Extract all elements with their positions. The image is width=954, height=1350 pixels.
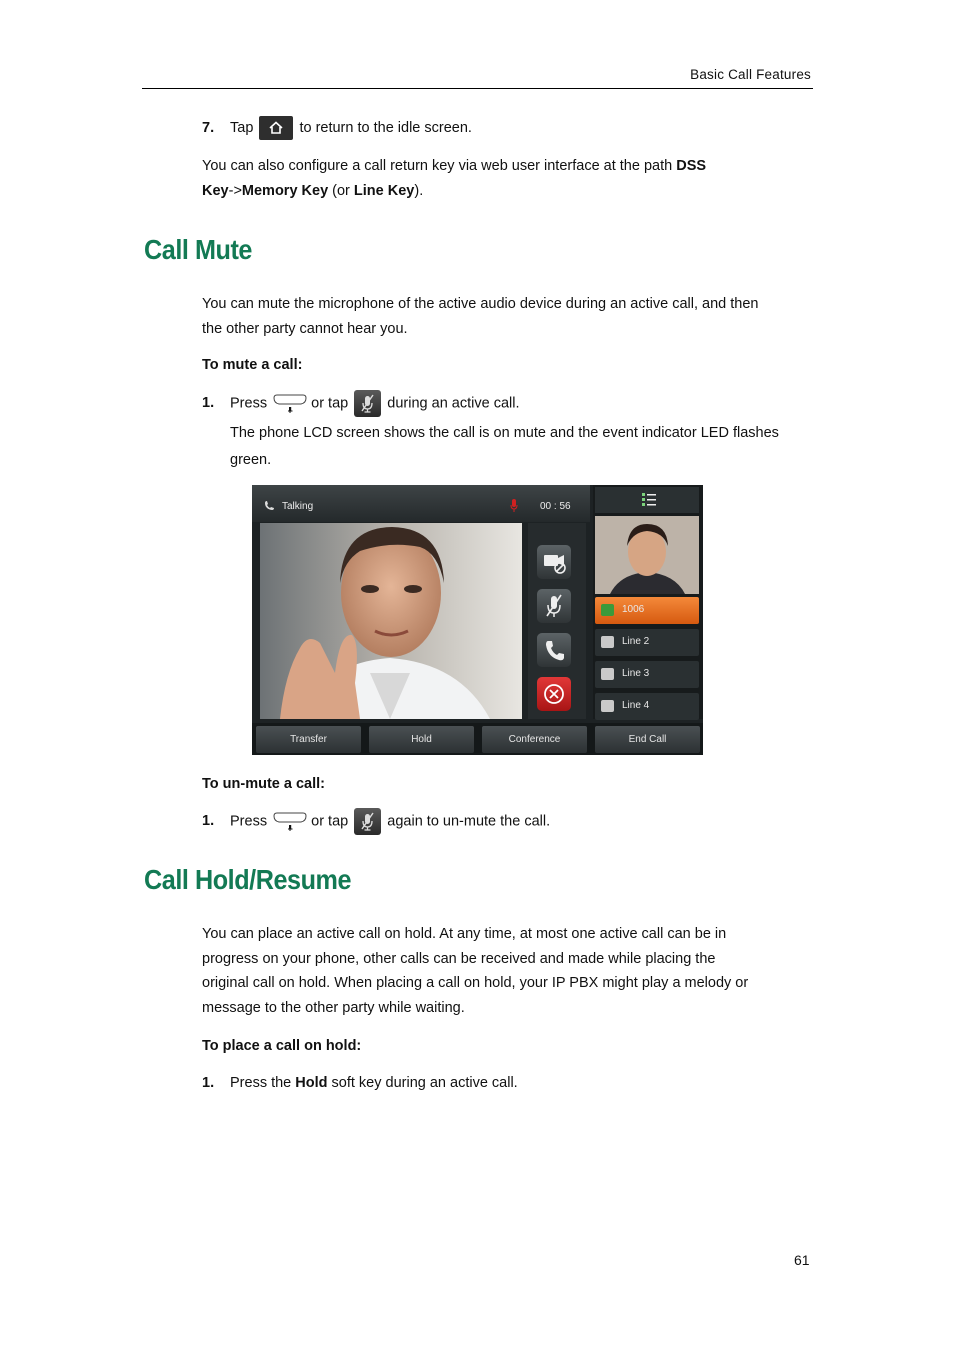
call-timer: 00 : 56: [540, 501, 571, 512]
step-7: [202, 116, 472, 141]
page-number: 61: [794, 1252, 810, 1268]
line-panel: [593, 485, 703, 719]
status-bar: [252, 485, 590, 522]
call-mute-intro: You can mute the microphone of the active audio device during an active call, and then the other party cannot hear you.: [202, 296, 759, 337]
softkey-end-call[interactable]: End Call: [595, 726, 700, 753]
video-feed: [260, 523, 522, 719]
header-rule: [142, 88, 813, 89]
step-number: 7.: [202, 120, 215, 136]
line-registered-icon: [601, 636, 614, 648]
home-key-icon: [259, 116, 293, 140]
mute-step-1: 1. Press or tap during an active call.: [202, 390, 519, 417]
mute-hard-key-icon: [273, 810, 305, 834]
mute-note: The phone LCD screen shows the call is on mute and the event indicator LED flashes green.: [230, 425, 779, 468]
line-key-3[interactable]: Line 3: [595, 661, 699, 688]
phone-screen-image: [252, 485, 703, 755]
mute-touch-key-icon: [354, 390, 381, 417]
handset-icon: [537, 633, 571, 667]
softkey-hold[interactable]: Hold: [369, 726, 474, 753]
video-off-icon: [537, 545, 571, 579]
softkey-conference[interactable]: Conference: [482, 726, 587, 753]
call-hold-intro: You can place an active call on hold. At any time, at most one active call can be in progress on your phone, other calls can be received and made while placing the original call on hold. When placing a call on hold, your IP PBX might play a melody or message to the other party while waiting.: [202, 926, 749, 1016]
line-active-icon: [601, 604, 614, 616]
section-title-call-hold: Call Hold/Resume: [144, 864, 352, 895]
line-key-4[interactable]: Line 4: [595, 693, 699, 720]
step-text-rest: to return to the idle screen.: [299, 120, 472, 136]
video-off-button[interactable]: [537, 545, 571, 579]
mute-indicator-icon: [510, 499, 518, 513]
mute-heading: To mute a call:: [202, 357, 303, 373]
call-controls: [528, 523, 586, 719]
end-call-icon: [537, 677, 571, 711]
call-status: Talking: [282, 501, 314, 512]
menu-button[interactable]: [595, 487, 699, 513]
line-key-1006[interactable]: 1006: [595, 597, 699, 624]
mute-touch-key-icon: [354, 808, 381, 835]
unmute-step-1: 1. Press or tap again to un-mute the call.: [202, 808, 550, 835]
softkey-transfer[interactable]: Transfer: [256, 726, 361, 753]
unmute-heading: To un-mute a call:: [202, 776, 325, 792]
mute-hard-key-icon: [273, 392, 305, 416]
hold-step-1: 1. Press the Hold soft key during an active call.: [202, 1075, 518, 1091]
mute-button[interactable]: [537, 589, 571, 623]
mic-mute-icon: [537, 589, 571, 623]
contact-photo: [595, 516, 699, 594]
menu-list-icon: [595, 487, 699, 513]
hold-heading: To place a call on hold:: [202, 1038, 362, 1054]
line-registered-icon: [601, 700, 614, 712]
softkey-bar: [252, 723, 703, 755]
running-header: Basic Call Features: [690, 67, 811, 82]
end-call-button[interactable]: [537, 677, 571, 711]
handset-button[interactable]: [537, 633, 571, 667]
line-key-2[interactable]: Line 2: [595, 629, 699, 656]
talking-icon: [264, 500, 276, 510]
section-title-call-mute: Call Mute: [144, 234, 252, 265]
step-text: Tap: [230, 120, 254, 136]
line-registered-icon: [601, 668, 614, 680]
return-key-paragraph: You can also configure a call return key via web user interface at the path DSS Key->Memory Key (or Line Key).: [202, 158, 707, 199]
